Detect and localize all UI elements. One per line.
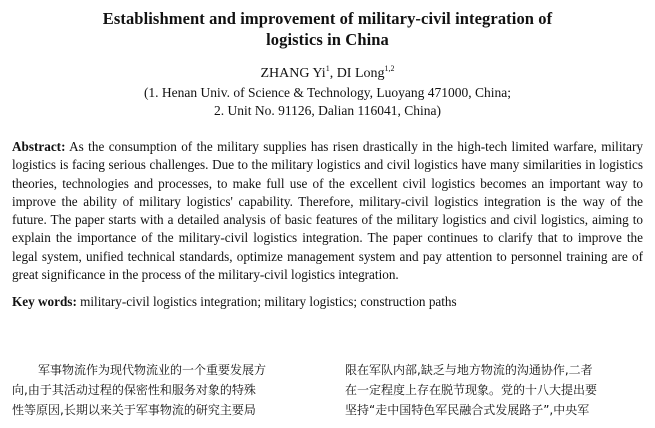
- author-2-affiliation-mark: 1,2: [384, 64, 395, 73]
- author-2-name: DI Long: [336, 66, 385, 81]
- paper-page: [0, 8, 655, 428]
- abstract-text: As the consumption of the military supplies has risen drastically in the high-tech limited warfare, military logistics is facing serious challenges. Due to the military logistics and civil logistics have many similarities in logistics theories, technologies and processes, to make full use of the excellent civil logistics becomes an important way to improve the ability of military logistics' capability. Therefore, military-civil logistics integration is the way of the future. The paper starts with a detailed analysis of basic features of the military logistics and civil logistics, aiming to explain the importance of the military-civil logistics integration. The paper continues to clarify that to improve the legal system, unified technical standards, optimize management system and pay attention to personnel training are of great significance in the process of the military-civil logistics integration.: [12, 139, 643, 283]
- body-column-left: [12, 360, 310, 420]
- author-1-name: ZHANG Yi: [260, 66, 326, 81]
- author-separator: ,: [329, 66, 337, 81]
- affiliation-line-2: 2. Unit No. 91126, Dalian 116041, China): [214, 103, 441, 118]
- abstract: [12, 138, 643, 284]
- author-list: [12, 60, 643, 83]
- body-text: [12, 360, 643, 420]
- keywords: [12, 293, 643, 311]
- body-left-line-3: 性等原因,长期以来关于军事物流的研究主要局: [12, 403, 256, 417]
- affiliation-line-1: (1. Henan Univ. of Science & Technology, Luoyang 471000, China;: [143, 85, 512, 100]
- body-right-line-3: 坚持“走中国特色军民融合式发展路子”,中央军: [345, 403, 590, 417]
- body-column-right: [345, 360, 643, 420]
- keywords-text: military-civil logistics integration; military logistics; construction paths: [76, 294, 457, 310]
- title-line-1: Establishment and improvement of military-civil integration of: [102, 9, 553, 28]
- title-line-2: logistics in China: [266, 30, 389, 49]
- abstract-label: Abstract:: [12, 139, 66, 154]
- body-left-line-2: 向,由于其活动过程的保密性和服务对象的特殊: [12, 383, 256, 397]
- affiliations: [12, 84, 643, 120]
- body-right-line-2: 在一定程度上存在脱节现象。党的十八大提出要: [345, 383, 598, 397]
- paper-title: [12, 8, 643, 50]
- keywords-label: Key words:: [12, 294, 77, 310]
- body-right-line-1: 限在军队内部,缺乏与地方物流的沟通协作,二者: [345, 363, 593, 377]
- body-left-line-1: 军事物流作为现代物流业的一个重要发展方: [38, 363, 267, 377]
- author-1-affiliation-mark: 1: [325, 64, 330, 73]
